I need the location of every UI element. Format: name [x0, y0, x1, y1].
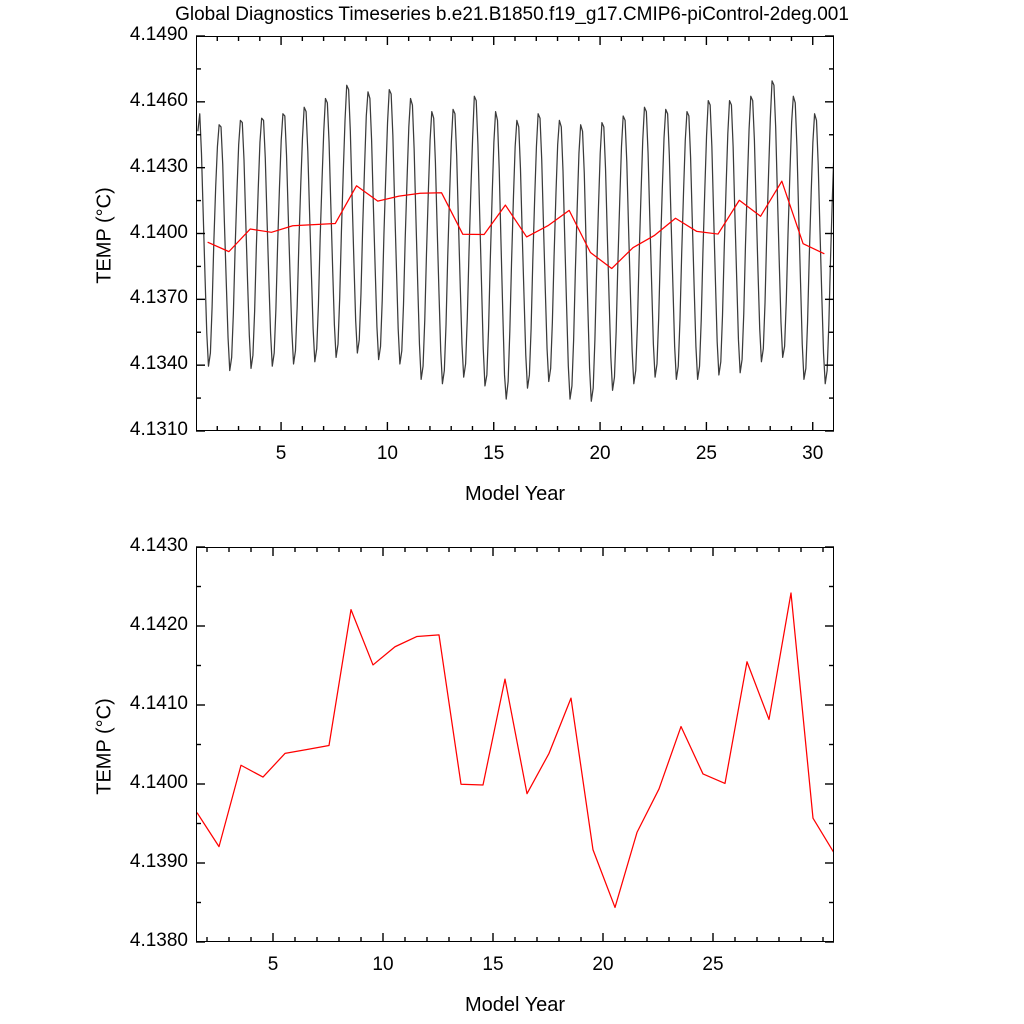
- bottom-y-tick-label: 4.1430: [129, 535, 188, 556]
- bottom-y-tick-label: 4.1400: [129, 772, 188, 793]
- top-y-tick-label: 4.1430: [129, 155, 188, 177]
- bottom-x-tick-label: 20: [592, 954, 614, 975]
- top-y-tick-label: 4.1370: [129, 287, 188, 309]
- top-x-tick-label: 20: [589, 443, 611, 464]
- bottom-x-tick-label: 15: [482, 954, 504, 975]
- top-y-tick-label: 4.1310: [129, 419, 188, 440]
- bottom-y-axis-label: TEMP (°C): [93, 698, 116, 795]
- top-x-axis-label: Model Year: [464, 483, 566, 505]
- bottom-x-tick-label: 25: [702, 954, 724, 975]
- top-x-tick-label: 5: [275, 443, 287, 464]
- bottom-plot-svg: [197, 548, 834, 942]
- top-x-tick-label: 10: [376, 443, 398, 464]
- top-plot-svg: [197, 37, 834, 431]
- figure-title: Global Diagnostics Timeseries b.e21.B1850.f19_g17.CMIP6-piControl-2deg.001: [175, 4, 849, 25]
- bottom-x-tick-label: 10: [372, 954, 394, 975]
- bottom-x-axis-label: Model Year: [464, 994, 566, 1016]
- bottom-y-tick-label: 4.1390: [129, 851, 188, 872]
- top-x-tick-label: 15: [483, 443, 505, 464]
- top-x-tick-label: 30: [802, 443, 824, 464]
- bottom-y-tick-label: 4.1420: [129, 614, 188, 635]
- top-y-tick-label: 4.1490: [129, 24, 188, 45]
- series-annual: [197, 593, 834, 907]
- top-y-tick-label: 4.1400: [129, 221, 188, 243]
- top-x-tick-label: 25: [695, 443, 717, 464]
- top-y-tick-label: 4.1340: [129, 353, 188, 375]
- bottom-y-tick-label: 4.1410: [129, 693, 188, 714]
- bottom-x-tick-label: 5: [267, 954, 279, 975]
- top-y-axis-label: TEMP (°C): [93, 187, 116, 284]
- series-monthly: [198, 81, 834, 401]
- top-plot-area: [196, 36, 834, 431]
- bottom-y-tick-label: 4.1380: [129, 930, 188, 951]
- top-y-tick-label: 4.1460: [129, 89, 188, 111]
- bottom-plot-area: [196, 547, 834, 942]
